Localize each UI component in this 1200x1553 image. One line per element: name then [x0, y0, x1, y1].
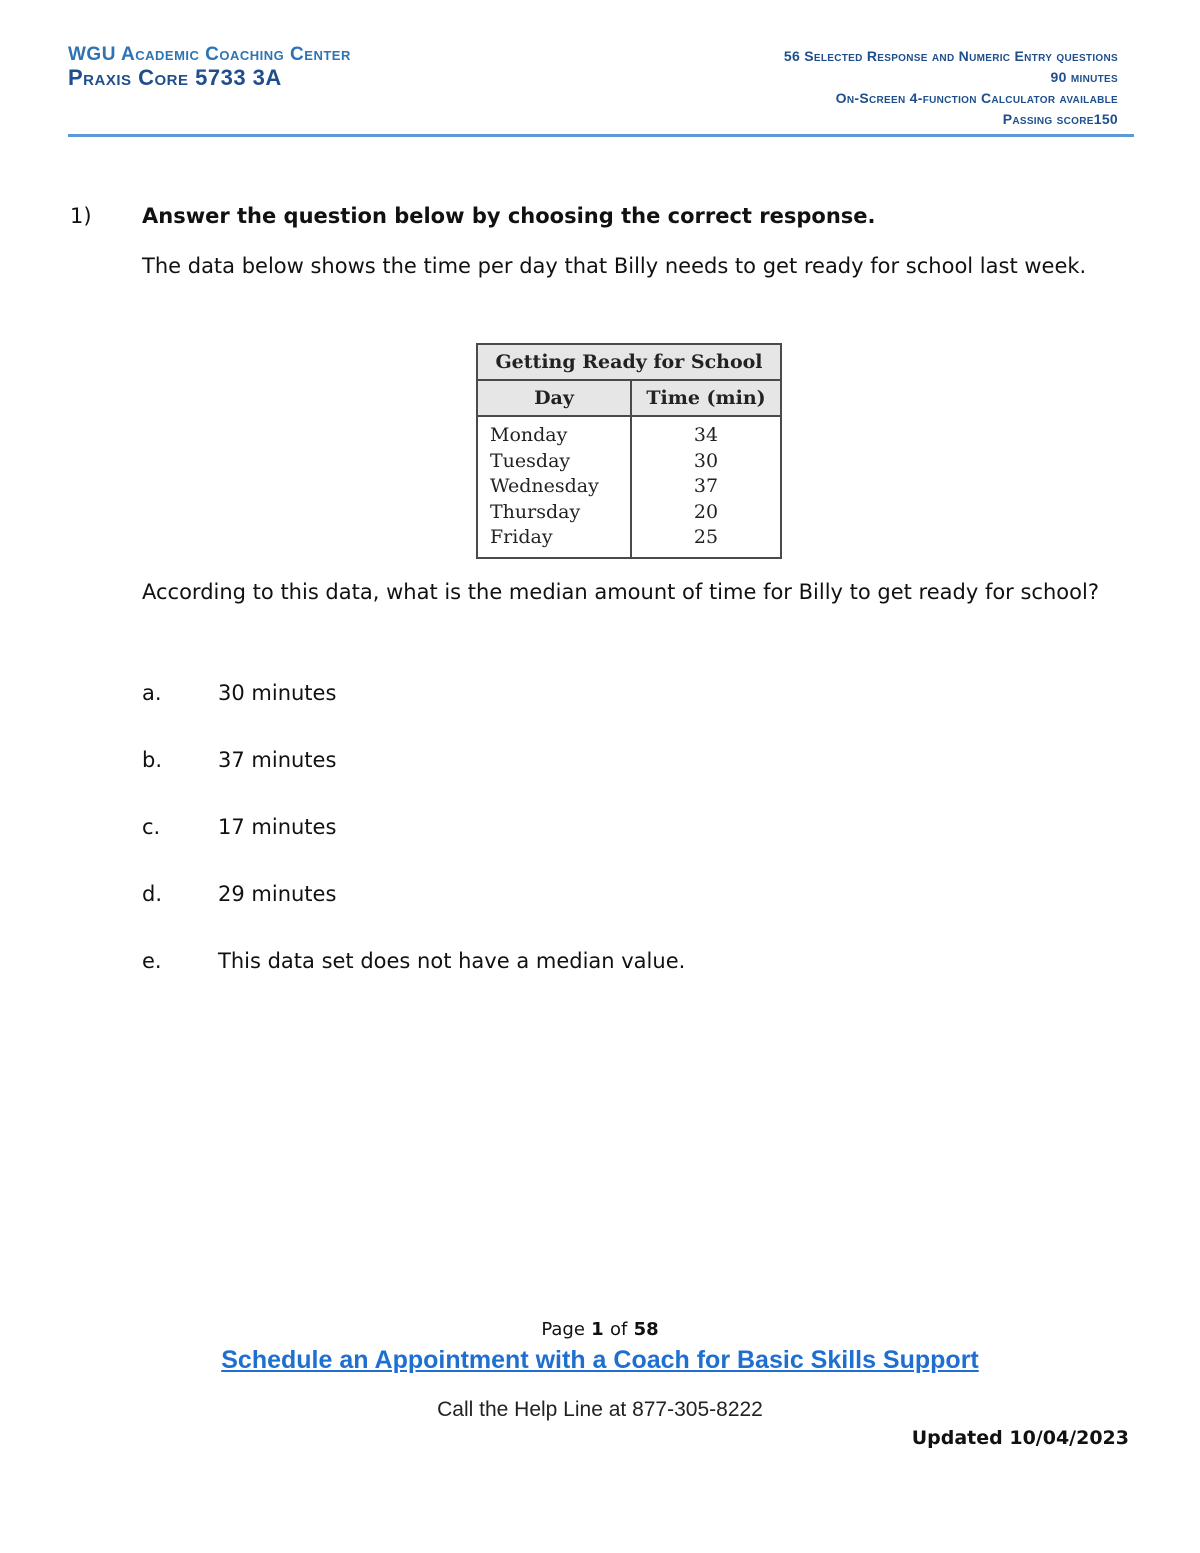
header-left [68, 44, 351, 90]
question-prompt: According to this data, what is the median amount of time for Billy to get ready for school? [142, 580, 1099, 604]
table-time-cell: 25 [693, 526, 719, 549]
table-day-column [477, 416, 631, 558]
option-letter: b. [142, 748, 163, 772]
option-letter: d. [142, 882, 163, 906]
table-header-time: Time (min) [631, 380, 781, 416]
answer-option-a[interactable] [142, 675, 1102, 712]
option-text: 17 minutes [218, 815, 337, 839]
option-letter: a. [142, 681, 162, 705]
exam-detail-passing-score: Passing score150 [1002, 111, 1118, 127]
org-name: WGU Academic Coaching Center [68, 44, 351, 65]
page-indicator [0, 1319, 1200, 1340]
option-text: This data set does not have a median value. [218, 949, 686, 973]
table-title: Getting Ready for School [477, 344, 781, 380]
header-divider [68, 134, 1134, 137]
question-number: 1) [70, 204, 92, 228]
table-time-cell: 20 [693, 500, 719, 523]
question-instruction: Answer the question below by choosing the correct response. [142, 204, 876, 228]
exam-detail-duration: 90 minutes [1050, 69, 1118, 85]
table-time-cell: 34 [693, 424, 719, 446]
data-table [476, 343, 782, 559]
exam-detail-questions: 56 Selected Response and Numeric Entry questions [783, 48, 1118, 64]
option-text: 29 minutes [218, 882, 337, 906]
table-time-column [631, 416, 781, 558]
table-day-cell: Wednesday [490, 475, 599, 498]
table-day-cell: Monday [490, 424, 568, 446]
table-day-cell: Tuesday [490, 449, 571, 472]
page-label: Page [541, 1319, 585, 1340]
exam-detail-calculator: On-Screen 4-function Calculator available [835, 90, 1118, 106]
page-total: 58 [633, 1319, 659, 1340]
updated-date: Updated 10/04/2023 [911, 1427, 1129, 1449]
table-day-cell: Thursday [490, 500, 581, 523]
answer-option-e[interactable] [142, 943, 1102, 980]
table-time-cell: 30 [693, 449, 719, 472]
help-line-text: Call the Help Line at 877-305-8222 [437, 1398, 763, 1421]
answer-option-c[interactable] [142, 809, 1102, 846]
table-time-cell: 37 [693, 475, 719, 498]
option-text: 30 minutes [218, 681, 337, 705]
option-letter: c. [142, 815, 161, 839]
option-text: 37 minutes [218, 748, 337, 772]
page-current: 1 [591, 1319, 604, 1340]
option-letter: e. [142, 949, 162, 973]
schedule-appointment-link[interactable]: Schedule an Appointment with a Coach for Basic Skills Support [221, 1346, 979, 1374]
table-day-cell: Friday [490, 526, 553, 549]
answer-option-b[interactable] [142, 742, 1102, 779]
exam-details [784, 46, 1118, 130]
exam-name: Praxis Core 5733 3A [68, 65, 282, 90]
question-stem: The data below shows the time per day that Billy needs to get ready for school last week. [142, 254, 1087, 278]
answer-option-d[interactable] [142, 876, 1102, 913]
table-header-day: Day [477, 380, 631, 416]
page-of: of [609, 1319, 628, 1340]
